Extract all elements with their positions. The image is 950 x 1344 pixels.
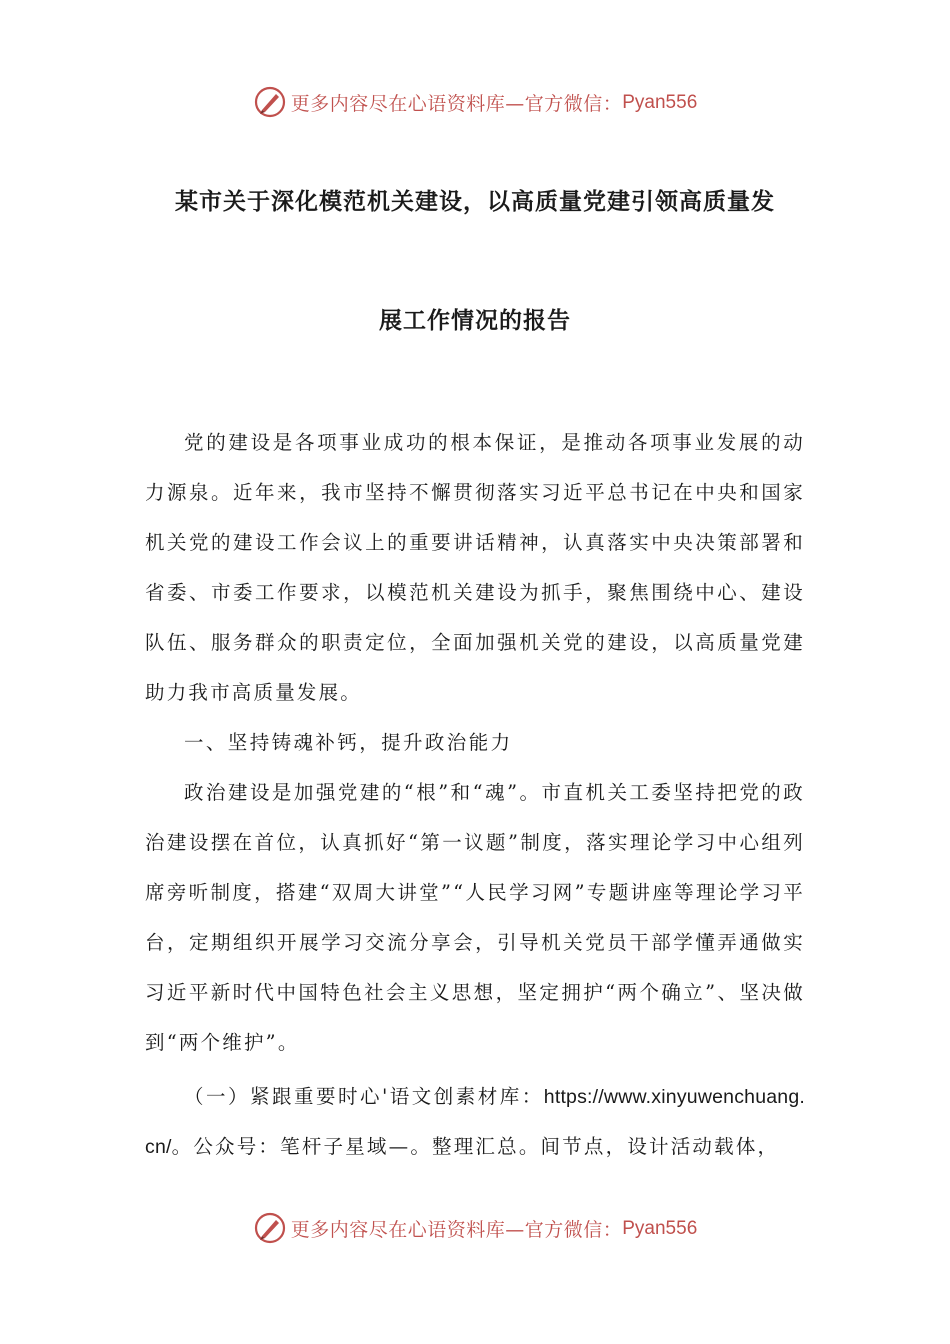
watermark-wechat-id: Pyan556	[622, 1217, 698, 1239]
source-url: https://www.xinyuwenchuang.cn/	[145, 1086, 805, 1158]
section-heading: 一、坚持铸魂补钙，提升政治能力	[184, 731, 513, 754]
subsection-suffix: 。公众号：笔杆子星域—。整理汇总。间节点，设计活动载体，	[171, 1135, 780, 1158]
document-title-line-2: 展工作情况的报告	[379, 307, 571, 334]
footer-watermark	[0, 1208, 950, 1248]
document-body	[145, 418, 805, 1172]
pen-logo-icon	[253, 85, 287, 119]
pen-logo-icon	[253, 1211, 287, 1245]
header-watermark	[0, 82, 950, 122]
intro-paragraph: 党的建设是各项事业成功的根本保证，是推动各项事业发展的动力源泉。近年来，我市坚持不懈贯彻落实习近平总书记在中央和国家机关党的建设工作会议上的重要讲话精神，认真落实中央决策部署和省委、市委工作要求，以模范机关建设为抓手，聚焦围绕中心、建设队伍、服务群众的职责定位，全面加强机关党的建设，以高质量党建助力我市高质量发展。	[145, 431, 805, 704]
watermark-slogan: 更多内容尽在心语资料库—官方微信：	[290, 1218, 623, 1241]
watermark-slogan: 更多内容尽在心语资料库—官方微信：	[290, 92, 623, 115]
document-title-line-1: 某市关于深化模范机关建设，以高质量党建引领高质量发	[175, 188, 775, 215]
section-paragraph: 政治建设是加强党建的“根”和“魂”。市直机关工委坚持把党的政治建设摆在首位，认真抓好“第一议题”制度，落实理论学习中心组列席旁听制度，搭建“双周大讲堂”“人民学习网”专题讲座等理论学习平台，定期组织开展学习交流分享会，引导机关党员干部学懂弄通做实习近平新时代中国特色社会主义思想，坚定拥护“两个确立”、坚决做到“两个维护”。	[145, 781, 805, 1054]
watermark-wechat-id: Pyan556	[622, 91, 698, 113]
subsection-paragraph	[145, 1072, 805, 1172]
subsection-prefix: （一）紧跟重要时心'语文创素材库：	[184, 1085, 544, 1108]
